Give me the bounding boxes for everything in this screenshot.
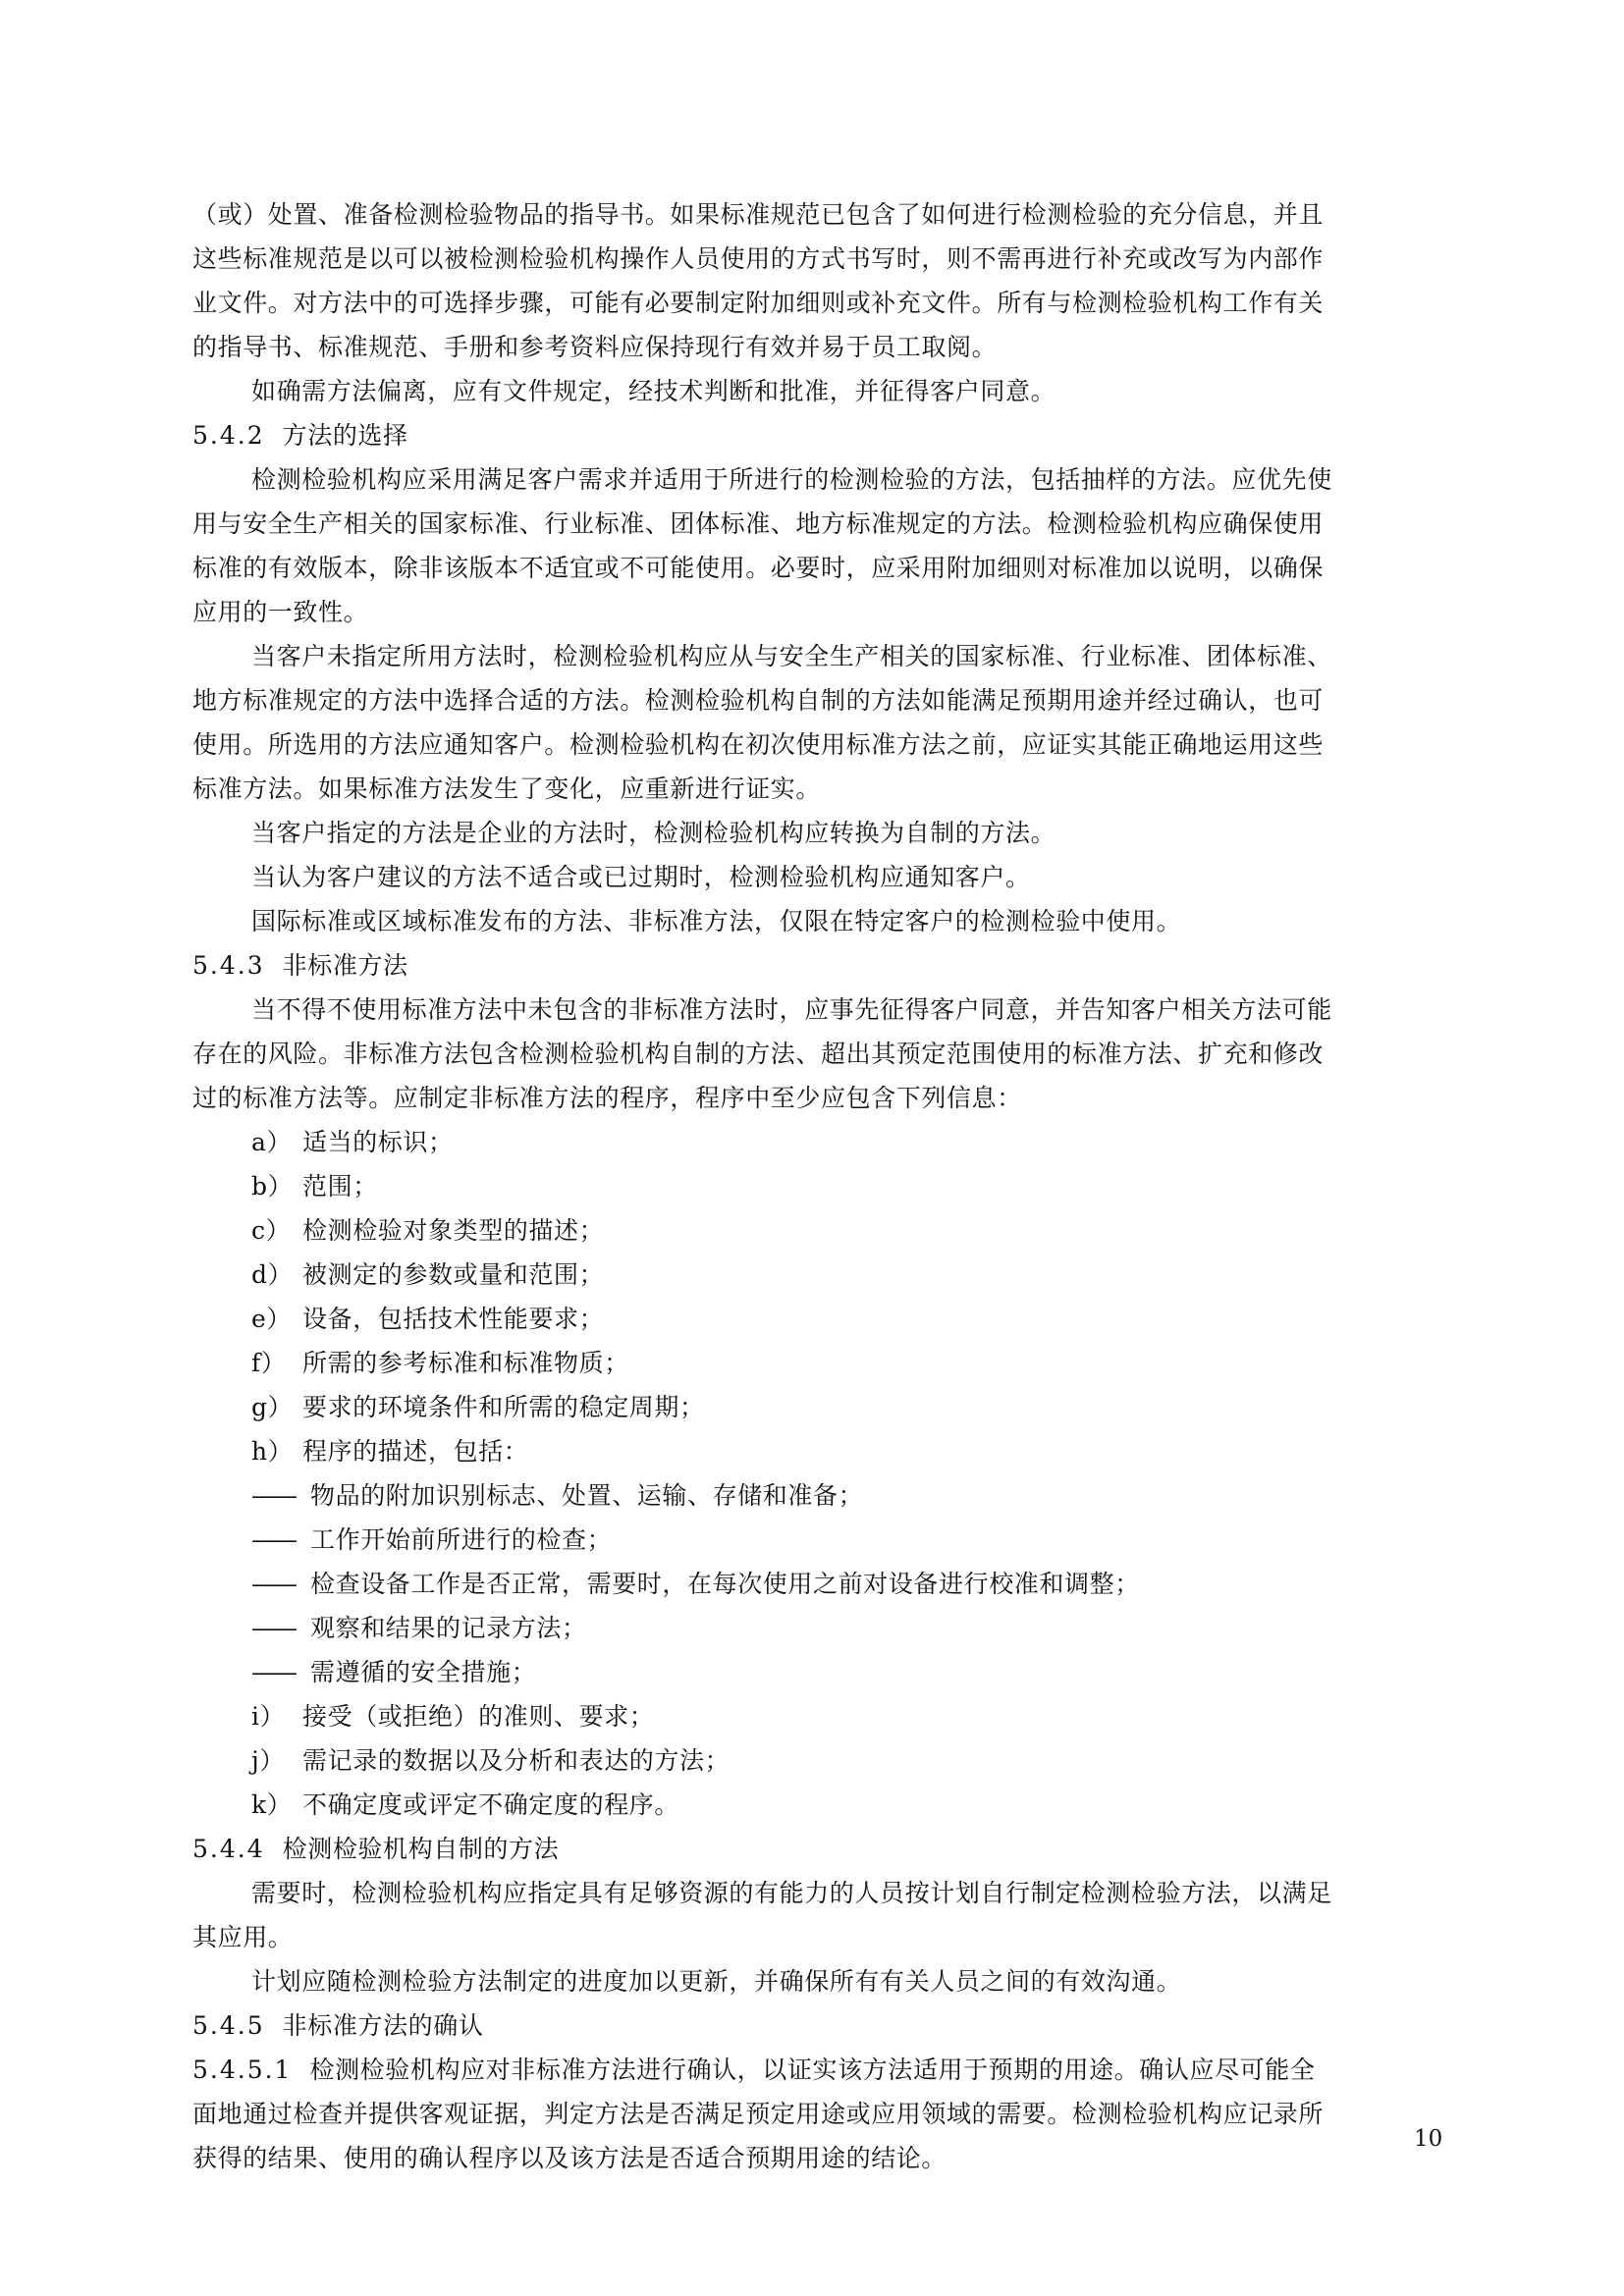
dash-marker: —— (251, 1570, 295, 1598)
list-item-text: 检测检验对象类型的描述； (302, 1216, 605, 1245)
dash-marker: —— (251, 1481, 295, 1510)
list-marker: e） (251, 1305, 292, 1333)
list-marker: i） (251, 1702, 286, 1731)
list-item-text: 不确定度或评定不确定度的程序。 (302, 1790, 680, 1819)
dash-marker: —— (251, 1658, 295, 1686)
list-item (192, 1120, 1467, 1164)
dash-marker: —— (251, 1614, 295, 1642)
paragraph-line: 计划应随检测检验方法制定的进度加以更新，并确保所有有关人员之间的有效沟通。 (251, 1967, 1182, 1996)
dash-marker: —— (251, 1525, 295, 1554)
paragraph-line: 这些标准规范是以可以被检测检验机构操作人员使用的方式书写时，则不需再进行补充或改写为内部作 (192, 244, 1325, 273)
list-item-text: 工作开始前所进行的检查； (310, 1525, 613, 1554)
list-item-text: 需记录的数据以及分析和表达的方法； (302, 1746, 731, 1775)
document-body (192, 192, 1467, 2180)
sub-list-item (192, 1562, 1467, 1606)
list-item (192, 1297, 1467, 1341)
paragraph-line: 标准方法。如果标准方法发生了变化，应重新进行证实。 (192, 774, 822, 803)
sub-list-item (192, 1473, 1467, 1518)
paragraph-line: 过的标准方法等。应制定非标准方法的程序，程序中至少应包含下列信息： (192, 1084, 1022, 1112)
list-item (192, 1429, 1467, 1473)
sub-list-item (192, 1606, 1467, 1650)
section-number: 5.4.5 (192, 2011, 265, 2040)
list-marker: k） (251, 1790, 293, 1819)
paragraph-line: 检测检验机构应采用满足客户需求并适用于所进行的检测检验的方法，包括抽样的方法。应优先使 (251, 465, 1332, 494)
paragraph-line: 当客户指定的方法是企业的方法时，检测检验机构应转换为自制的方法。 (251, 819, 1056, 847)
paragraph-line: 当认为客户建议的方法不适合或已过期时，检测检验机构应通知客户。 (251, 863, 1031, 891)
list-item-text: 设备，包括技术性能要求； (302, 1305, 605, 1333)
paragraph-line: 需要时，检测检验机构应指定具有足够资源的有能力的人员按计划自行制定检测检验方法，以满足 (251, 1879, 1332, 1907)
paragraph-line: 获得的结果、使用的确认程序以及该方法是否适合预期用途的结论。 (192, 2144, 947, 2172)
list-item-text: 要求的环境条件和所需的稳定周期； (302, 1393, 705, 1421)
section-heading (192, 1827, 1467, 1871)
list-item (192, 1253, 1467, 1297)
paragraph-line: 当不得不使用标准方法中未包含的非标准方法时，应事先征得客户同意，并告知客户相关方法可能 (251, 995, 1332, 1024)
list-item (192, 1783, 1467, 1827)
paragraph-line: 业文件。对方法中的可选择步骤，可能有必要制定附加细则或补充文件。所有与检测检验机构工作有关 (192, 289, 1325, 317)
list-item-text: 物品的附加识别标志、处置、运输、存储和准备； (310, 1481, 864, 1510)
list-marker: f） (251, 1349, 287, 1377)
list-item-text: 程序的描述，包括： (302, 1437, 529, 1466)
list-item (192, 1164, 1467, 1208)
list-marker: g） (251, 1393, 294, 1421)
list-item-text: 被测定的参数或量和范围； (302, 1260, 605, 1289)
section-number: 5.4.2 (192, 421, 265, 450)
list-item-text: 检查设备工作是否正常，需要时，在每次使用之前对设备进行校准和调整； (310, 1570, 1140, 1598)
section-title: 非标准方法 (282, 951, 408, 980)
paragraph-line: 国际标准或区域标准发布的方法、非标准方法，仅限在特定客户的检测检验中使用。 (251, 907, 1182, 935)
section-heading (192, 413, 1467, 457)
section-title: 检测检验机构自制的方法 (282, 1835, 560, 1863)
list-item-text: 适当的标识； (302, 1128, 454, 1156)
list-item (192, 1385, 1467, 1429)
paragraph-line: 用与安全生产相关的国家标准、行业标准、团体标准、地方标准规定的方法。检测检验机构应确保使用 (192, 509, 1325, 538)
paragraph-line: 面地通过检查并提供客观证据，判定方法是否满足预定用途或应用领域的需要。检测检验机构应记录所 (192, 2100, 1325, 2128)
list-item (192, 1694, 1467, 1738)
list-marker: h） (251, 1437, 294, 1466)
section-number: 5.4.3 (192, 951, 265, 980)
section-number: 5.4.4 (192, 1835, 265, 1863)
section-title: 检测检验机构应对非标准方法进行确认，以证实该方法适用于预期的用途。确认应尽可能全 (309, 2056, 1316, 2084)
section-title: 非标准方法的确认 (282, 2011, 484, 2040)
paragraph-line: 的指导书、标准规范、手册和参考资料应保持现行有效并易于员工取阅。 (192, 333, 998, 361)
sub-list-item (192, 1650, 1467, 1694)
section-heading (192, 943, 1467, 988)
list-item-text: 接受（或拒绝）的准则、要求； (302, 1702, 655, 1731)
paragraph-line: 当客户未指定所用方法时，检测检验机构应从与安全生产相关的国家标准、行业标准、团体标准、 (251, 642, 1332, 670)
paragraph-line: 如确需方法偏离，应有文件规定，经技术判断和批准，并征得客户同意。 (251, 377, 1056, 405)
section-title: 方法的选择 (282, 421, 408, 450)
list-item-text: 需遵循的安全措施； (310, 1658, 537, 1686)
paragraph-line: 使用。所选用的方法应通知客户。检测检验机构在初次使用标准方法之前，应证实其能正确地运用这些 (192, 730, 1325, 759)
list-item (192, 1341, 1467, 1385)
list-item (192, 1208, 1467, 1253)
list-item-text: 所需的参考标准和标准物质； (302, 1349, 629, 1377)
list-marker: j） (251, 1746, 285, 1775)
paragraph-line: 应用的一致性。 (192, 598, 369, 626)
paragraph-line: 地方标准规定的方法中选择合适的方法。检测检验机构自制的方法如能满足预期用途并经过确认，也可 (192, 686, 1325, 715)
list-marker: c） (251, 1216, 292, 1245)
list-marker: a） (251, 1128, 293, 1156)
paragraph-line: 标准的有效版本，除非该版本不适宜或不可能使用。必要时，应采用附加细则对标准加以说明，以确保 (192, 554, 1325, 582)
paragraph-line: 其应用。 (192, 1923, 294, 1951)
section-number: 5.4.5.1 (192, 2056, 293, 2084)
sub-list-item (192, 1518, 1467, 1562)
list-item-text: 范围； (302, 1172, 378, 1201)
list-item (192, 1738, 1467, 1783)
paragraph-line: （或）处置、准备检测检验物品的指导书。如果标准规范已包含了如何进行检测检验的充分信息，并且 (192, 200, 1325, 229)
section-heading (192, 2048, 1467, 2092)
list-marker: b） (251, 1172, 294, 1201)
list-item-text: 观察和结果的记录方法； (310, 1614, 587, 1642)
page-number: 10 (1414, 2126, 1443, 2152)
list-marker: d） (251, 1260, 294, 1289)
section-heading (192, 2003, 1467, 2048)
paragraph-line: 存在的风险。非标准方法包含检测检验机构自制的方法、超出其预定范围使用的标准方法、扩充和修改 (192, 1040, 1325, 1068)
